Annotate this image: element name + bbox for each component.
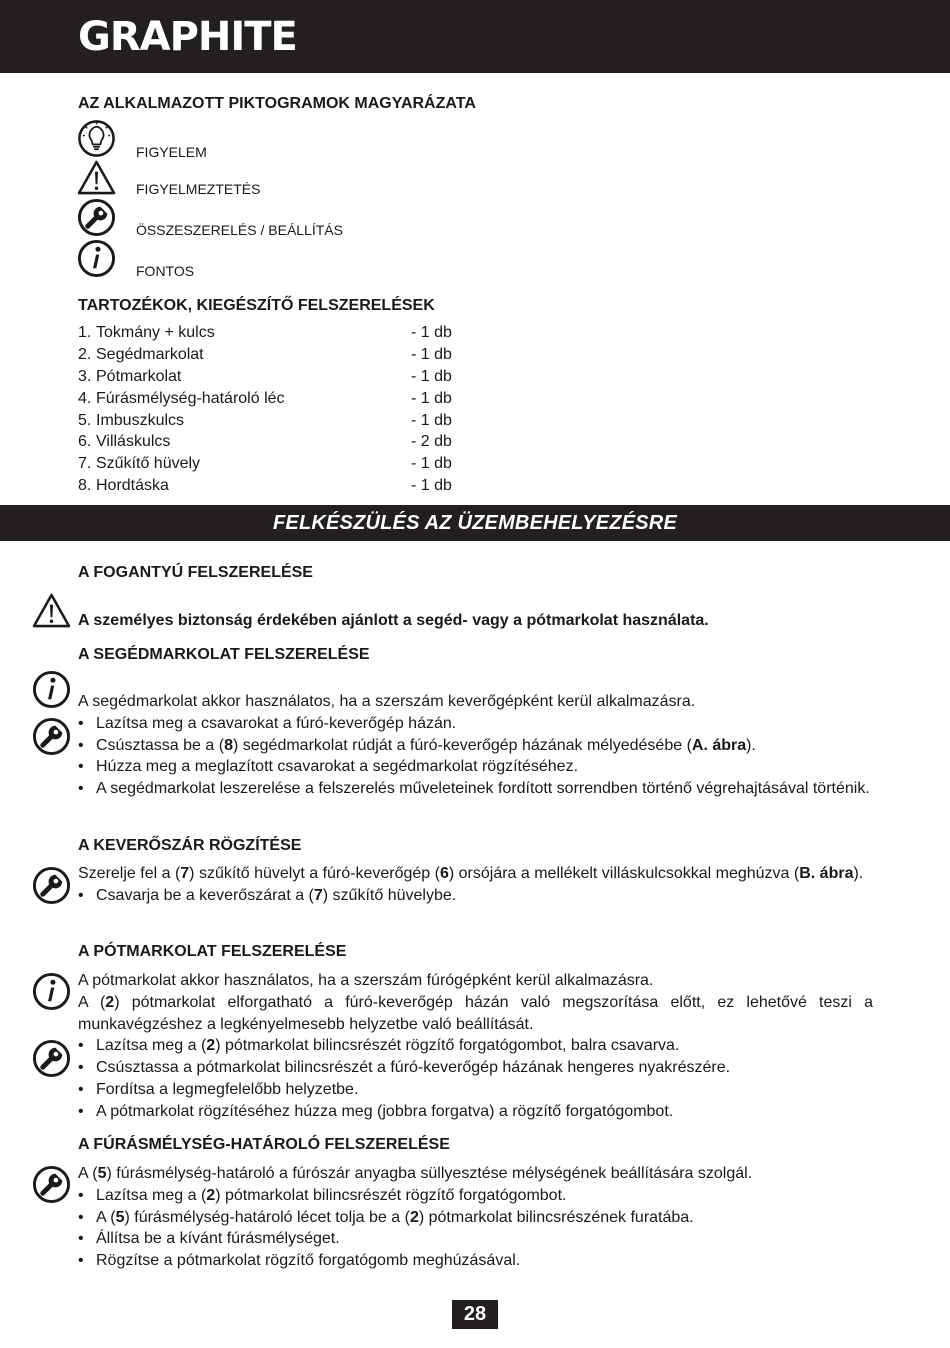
list-item: • Lazítsa meg a (2) pótmarkolat bilincsrészét rögzítő forgatógombot. xyxy=(78,1185,873,1207)
side-handle-intro: A pótmarkolat akkor használatos, ha a szerszám fúrógépként kerül alkalmazásra. xyxy=(78,972,654,989)
wrench-icon xyxy=(32,717,71,756)
item-number: 2. xyxy=(78,346,92,363)
section-banner-title: FELKÉSZÜLÉS AZ ÜZEMBEHELYEZÉSRE xyxy=(272,512,677,534)
handle-heading: A FOGANTYÚ FELSZERELÉSE xyxy=(78,564,313,581)
list-item: • Lazítsa meg a csavarokat a fúró-keverőgép házán. xyxy=(78,713,873,735)
mixer-steps xyxy=(78,885,873,907)
item-number: 3. xyxy=(78,368,92,385)
item-number: 4. xyxy=(78,390,92,407)
pictogram-label-attention: FIGYELEM xyxy=(136,144,207,160)
item-quantity: - 1 db xyxy=(411,346,452,363)
side-handle-body xyxy=(78,970,873,1123)
item-quantity: - 2 db xyxy=(411,433,452,450)
item-name: Tokmány + kulcs xyxy=(96,324,215,341)
list-item: • Rögzítse a pótmarkolat rögzítő forgatógomb meghúzásával. xyxy=(78,1250,873,1272)
list-item: • Csavarja be a keverőszárat a (7) szűkítő hüvelybe. xyxy=(78,885,873,907)
list-item: • Húzza meg a meglazított csavarokat a segédmarkolat rögzítéséhez. xyxy=(78,756,873,778)
wrench-icon xyxy=(77,198,116,237)
side-handle-heading: A PÓTMARKOLAT FELSZERELÉSE xyxy=(78,943,347,960)
list-item: • A pótmarkolat rögzítéséhez húzza meg (jobbra forgatva) a rögzítő forgatógombot. xyxy=(78,1101,873,1123)
warning-triangle-icon xyxy=(77,160,116,195)
aux-handle-steps xyxy=(78,713,873,800)
mixer-body xyxy=(78,863,873,907)
list-item: • A segédmarkolat leszerelése a felszerelés műveleteinek fordított sorrendben történő végrehajtásával történik. xyxy=(78,778,873,800)
accessories-heading: TARTOZÉKOK, KIEGÉSZÍTŐ FELSZERELÉSEK xyxy=(78,297,435,314)
wrench-icon xyxy=(32,1165,71,1204)
item-quantity: - 1 db xyxy=(411,477,452,494)
item-name: Hordtáska xyxy=(96,477,169,494)
depth-stop-steps xyxy=(78,1185,873,1272)
aux-handle-body xyxy=(78,691,873,800)
list-item: • A (5) fúrásmélység-határoló lécet tolja be a (2) pótmarkolat bilincsrészének furatába. xyxy=(78,1207,873,1229)
item-quantity: - 1 db xyxy=(411,368,452,385)
wrench-icon xyxy=(32,866,71,905)
pictogram-label-assembly: ÖSSZESZERELÉS / BEÁLLÍTÁS xyxy=(136,222,343,238)
item-name: Pótmarkolat xyxy=(96,368,182,385)
pictogram-label-warning: FIGYELMEZTETÉS xyxy=(136,181,261,197)
handle-safety-warning: A személyes biztonság érdekében ajánlott a segéd- vagy a pótmarkolat használata. xyxy=(78,612,709,629)
item-quantity: - 1 db xyxy=(411,390,452,407)
info-icon xyxy=(77,239,116,278)
item-number: 6. xyxy=(78,433,92,450)
item-name: Imbuszkulcs xyxy=(96,412,185,429)
depth-stop-intro: A (5) fúrásmélység-határoló a fúrószár anyagba süllyesztése mélységének beállítására szolgál. xyxy=(78,1165,753,1182)
section-banner xyxy=(0,505,950,541)
item-number: 1. xyxy=(78,324,92,341)
pictograms-heading: AZ ALKALMAZOTT PIKTOGRAMOK MAGYARÁZATA xyxy=(78,95,476,112)
lightbulb-icon xyxy=(77,119,116,158)
brand-logo: GRAPHITE xyxy=(78,14,297,60)
info-icon xyxy=(32,670,71,709)
item-quantity: - 1 db xyxy=(411,412,452,429)
item-number: 7. xyxy=(78,455,92,472)
mixer-paragraph: Szerelje fel a (7) szűkítő hüvelyt a fúró-keverőgép (6) orsójára a mellékelt villáskulcsokkal meghúzva (B. ábra). xyxy=(78,865,864,882)
pictogram-label-important: FONTOS xyxy=(136,263,195,279)
page-number: 28 xyxy=(452,1300,498,1329)
item-name: Szűkítő hüvely xyxy=(96,455,201,472)
list-item: • Csúsztassa a pótmarkolat bilincsrészét a fúró-keverőgép házának hengeres nyakrészére. xyxy=(78,1057,873,1079)
depth-stop-heading: A FÚRÁSMÉLYSÉG-HATÁROLÓ FELSZERELÉSE xyxy=(78,1136,450,1153)
info-icon xyxy=(32,972,71,1011)
list-item: • Lazítsa meg a (2) pótmarkolat bilincsrészét rögzítő forgatógombot, balra csavarva. xyxy=(78,1035,873,1057)
aux-handle-intro: A segédmarkolat akkor használatos, ha a szerszám keverőgépként kerül alkalmazásra. xyxy=(78,693,696,710)
item-name: Segédmarkolat xyxy=(96,346,204,363)
item-quantity: - 1 db xyxy=(411,324,452,341)
list-item: • Csúsztassa be a (8) segédmarkolat rúdját a fúró-keverőgép házának mélyedésébe (A. ábra). xyxy=(78,735,873,757)
item-number: 8. xyxy=(78,477,92,494)
aux-handle-heading: A SEGÉDMARKOLAT FELSZERELÉSE xyxy=(78,646,370,663)
side-handle-paragraph: A (2) pótmarkolat elforgatható a fúró-keverőgép házán való megszorítása előtt, ez lehetővé teszi a munkavégzéshez a legkényelmesebb helyzetbe való beállítását. xyxy=(78,993,874,1033)
list-item: • Fordítsa a legmegfelelőbb helyzetbe. xyxy=(78,1079,873,1101)
item-name: Villáskulcs xyxy=(96,433,171,450)
item-name: Fúrásmélység-határoló léc xyxy=(96,390,285,407)
item-quantity: - 1 db xyxy=(411,455,452,472)
warning-triangle-icon xyxy=(32,593,71,628)
side-handle-steps xyxy=(78,1035,873,1122)
wrench-icon xyxy=(32,1039,71,1078)
mixer-heading: A KEVERŐSZÁR RÖGZÍTÉSE xyxy=(78,837,302,854)
page-header xyxy=(0,0,950,73)
item-number: 5. xyxy=(78,412,92,429)
depth-stop-body xyxy=(78,1163,873,1272)
list-item: • Állítsa be a kívánt fúrásmélységet. xyxy=(78,1228,873,1250)
